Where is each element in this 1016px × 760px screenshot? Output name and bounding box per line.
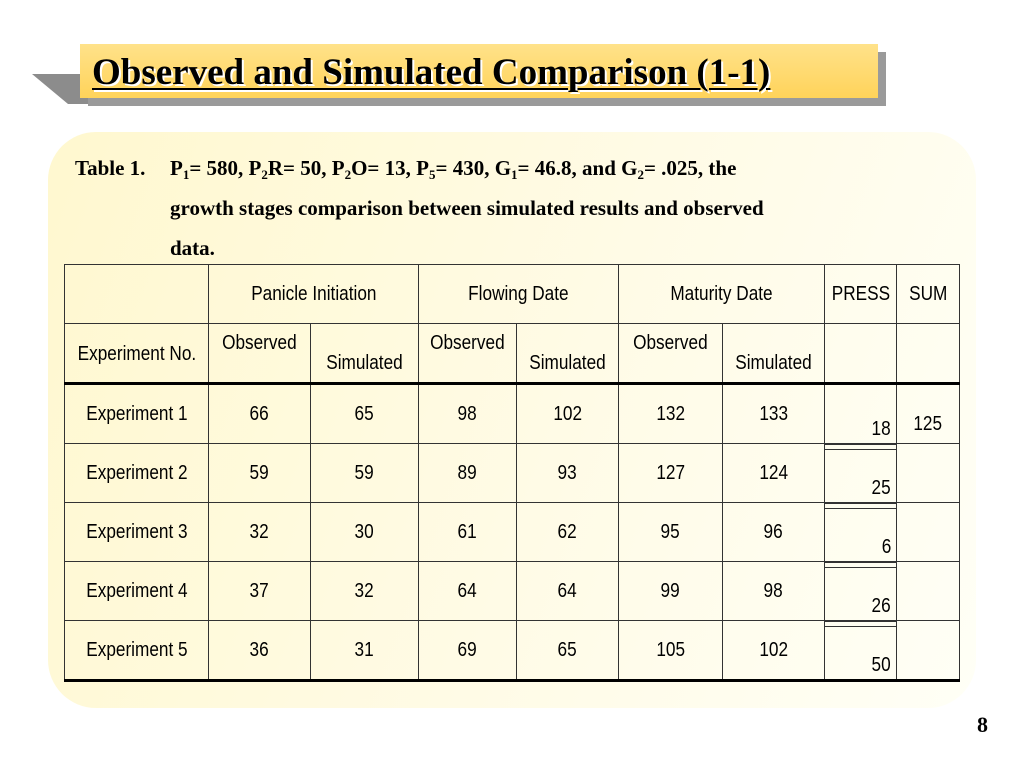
header-observed: Observed: [419, 324, 517, 384]
row-label: Experiment 3: [65, 503, 209, 562]
header-sum: SUM: [897, 265, 960, 324]
header-sum-blank: [897, 324, 960, 384]
caption-line-2: growth stages comparison between simulated results and observed: [170, 196, 764, 220]
header-press: PRESS: [825, 265, 897, 324]
header-observed: Observed: [209, 324, 311, 384]
sum-cell: [897, 562, 960, 621]
comparison-table: [64, 264, 960, 682]
cell-value: 64: [419, 562, 517, 621]
sum-cell: 125: [897, 384, 960, 444]
cell-value: 102: [517, 384, 619, 444]
cell-value: 132: [619, 384, 723, 444]
cell-value: 30: [311, 503, 419, 562]
cell-value: 31: [311, 621, 419, 681]
cell-value: 98: [723, 562, 825, 621]
row-label: Experiment 2: [65, 444, 209, 503]
cell-value: 102: [723, 621, 825, 681]
cell-value: 59: [209, 444, 311, 503]
caption-line-3: data.: [170, 236, 215, 260]
row-label: Experiment 5: [65, 621, 209, 681]
cell-value: 59: [311, 444, 419, 503]
cell-value: 89: [419, 444, 517, 503]
press-cell: 18: [825, 384, 897, 444]
table-row: [65, 503, 960, 562]
table-row: [65, 384, 960, 444]
press-cell: 26: [825, 562, 897, 621]
cell-value: 36: [209, 621, 311, 681]
table-row: [65, 562, 960, 621]
cell-value: 96: [723, 503, 825, 562]
sum-cell: [897, 444, 960, 503]
slide-title: Observed and Simulated Comparison (1-1): [92, 52, 771, 93]
press-cell: 6: [825, 503, 897, 562]
cell-value: 65: [517, 621, 619, 681]
cell-value: 95: [619, 503, 723, 562]
sum-cell: [897, 621, 960, 681]
header-simulated: Simulated: [723, 324, 825, 384]
header-blank: [65, 265, 209, 324]
sum-cell: [897, 503, 960, 562]
cell-value: 64: [517, 562, 619, 621]
cell-value: 69: [419, 621, 517, 681]
cell-value: 93: [517, 444, 619, 503]
cell-value: 98: [419, 384, 517, 444]
cell-value: 99: [619, 562, 723, 621]
table-row: [65, 621, 960, 681]
page-number: 8: [977, 712, 988, 737]
cell-value: 105: [619, 621, 723, 681]
cell-value: 65: [311, 384, 419, 444]
caption-label: Table 1.: [75, 156, 146, 180]
cell-value: 66: [209, 384, 311, 444]
row-label: Experiment 1: [65, 384, 209, 444]
header-row-sub: [65, 324, 960, 384]
header-panicle-initiation: Panicle Initiation: [209, 265, 419, 324]
header-experiment-no: Experiment No.: [65, 324, 209, 384]
press-cell: 50: [825, 621, 897, 681]
header-maturity-date: Maturity Date: [619, 265, 825, 324]
press-cell: 25: [825, 444, 897, 503]
header-simulated: Simulated: [517, 324, 619, 384]
header-flowing-date: Flowing Date: [419, 265, 619, 324]
header-observed: Observed: [619, 324, 723, 384]
cell-value: 133: [723, 384, 825, 444]
cell-value: 32: [209, 503, 311, 562]
header-press-blank: [825, 324, 897, 384]
header-row-groups: [65, 265, 960, 324]
cell-value: 62: [517, 503, 619, 562]
row-label: Experiment 4: [65, 562, 209, 621]
cell-value: 37: [209, 562, 311, 621]
cell-value: 124: [723, 444, 825, 503]
caption-line-1: $P_1= 580$, $P_2R= 50$, $P_2O= 13$, $P_5= 430$, $G_1= 46.8$, and $G_2= .025$, the: [170, 156, 737, 182]
header-simulated: Simulated: [311, 324, 419, 384]
cell-value: 127: [619, 444, 723, 503]
cell-value: 61: [419, 503, 517, 562]
table-row: [65, 444, 960, 503]
cell-value: 32: [311, 562, 419, 621]
